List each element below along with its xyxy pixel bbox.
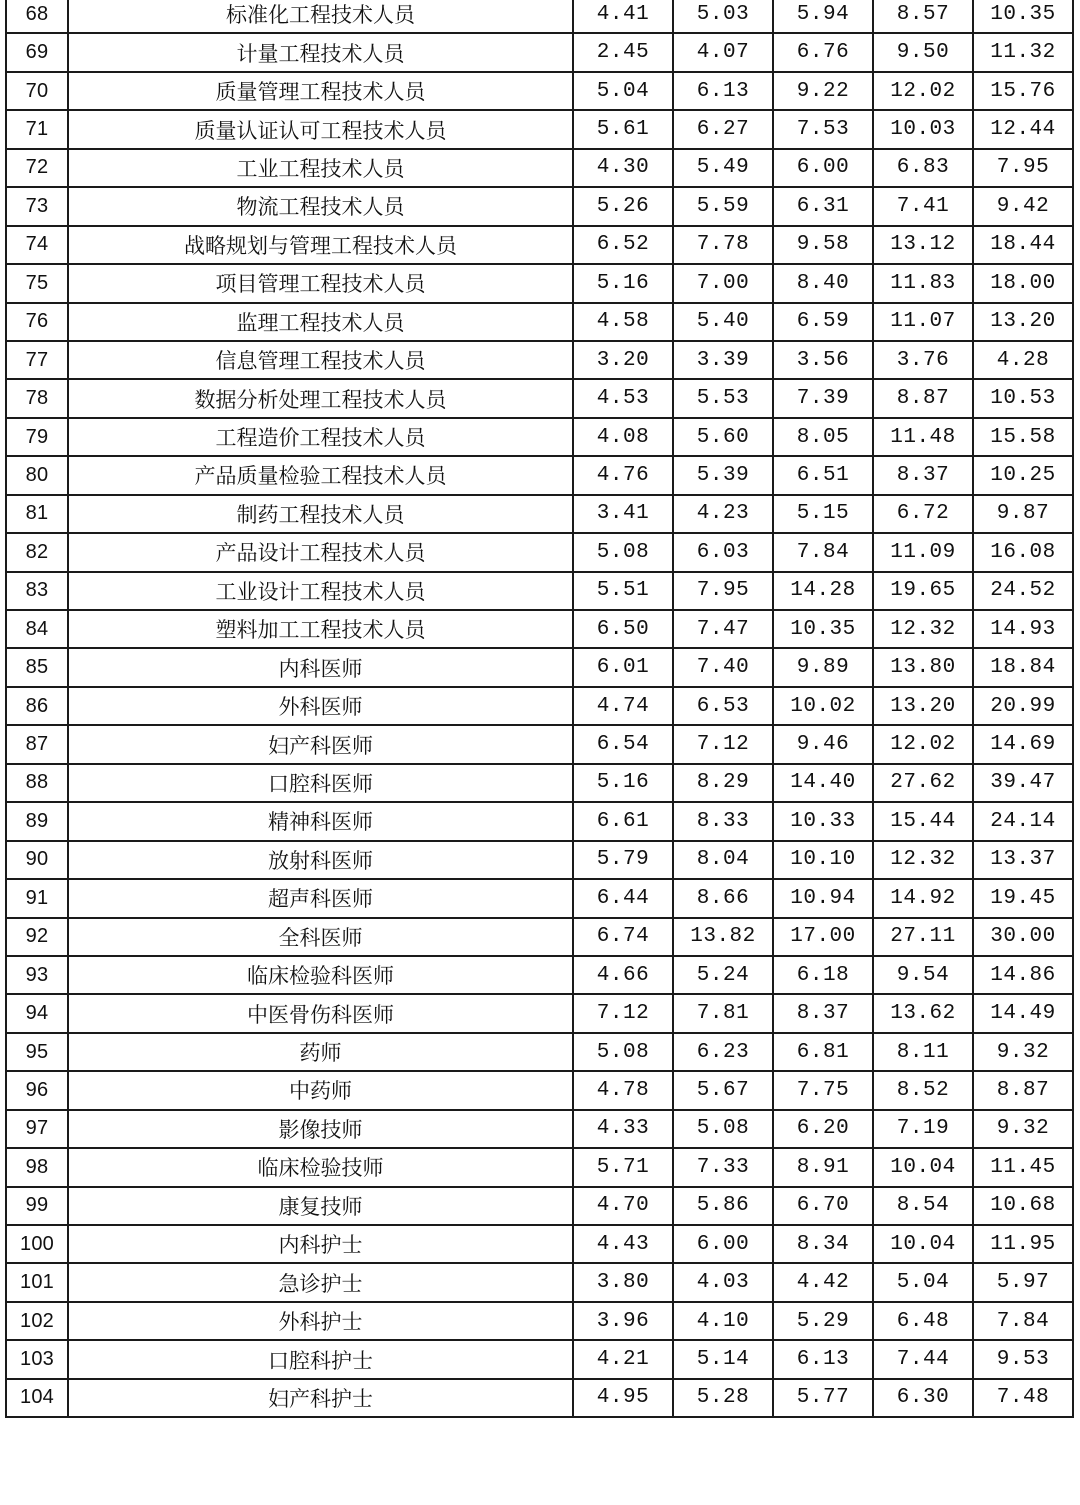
value-col-4-cell: 11.07 (873, 303, 973, 341)
value-col-2-cell: 5.28 (673, 1379, 773, 1417)
table-row (6, 418, 1073, 456)
row-number-cell: 75 (6, 264, 68, 302)
occupation-name-cell: 数据分析处理工程技术人员 (68, 379, 573, 417)
value-col-3-cell: 8.91 (773, 1148, 873, 1186)
value-col-1-cell: 5.79 (573, 841, 673, 879)
value-col-4-cell: 8.52 (873, 1071, 973, 1109)
value-col-5-cell: 14.86 (973, 956, 1073, 994)
value-col-2-cell: 7.12 (673, 725, 773, 763)
row-number-cell: 84 (6, 610, 68, 648)
value-col-4-cell: 3.76 (873, 341, 973, 379)
value-col-2-cell: 5.49 (673, 149, 773, 187)
occupation-name-cell: 急诊护士 (68, 1263, 573, 1301)
row-number-cell: 89 (6, 802, 68, 840)
value-col-1-cell: 5.51 (573, 572, 673, 610)
value-col-4-cell: 8.57 (873, 0, 973, 33)
occupation-name-cell: 精神科医师 (68, 802, 573, 840)
value-col-1-cell: 4.76 (573, 456, 673, 494)
row-number-cell: 95 (6, 1033, 68, 1071)
value-col-2-cell: 4.10 (673, 1302, 773, 1340)
value-col-3-cell: 8.34 (773, 1225, 873, 1263)
value-col-2-cell: 6.13 (673, 72, 773, 110)
value-col-2-cell: 5.03 (673, 0, 773, 33)
occupation-name-cell: 工业工程技术人员 (68, 149, 573, 187)
occupation-name-cell: 工业设计工程技术人员 (68, 572, 573, 610)
occupation-name-cell: 中药师 (68, 1071, 573, 1109)
table-row (6, 149, 1073, 187)
value-col-1-cell: 6.44 (573, 879, 673, 917)
value-col-1-cell: 6.52 (573, 226, 673, 264)
value-col-5-cell: 11.45 (973, 1148, 1073, 1186)
value-col-5-cell: 4.28 (973, 341, 1073, 379)
table-row (6, 879, 1073, 917)
value-col-5-cell: 16.08 (973, 533, 1073, 571)
table-row (6, 533, 1073, 571)
value-col-5-cell: 14.93 (973, 610, 1073, 648)
value-col-4-cell: 10.04 (873, 1148, 973, 1186)
table-row (6, 379, 1073, 417)
row-number-cell: 80 (6, 456, 68, 494)
value-col-3-cell: 6.00 (773, 149, 873, 187)
value-col-3-cell: 10.35 (773, 610, 873, 648)
table-row (6, 1302, 1073, 1340)
value-col-1-cell: 5.08 (573, 533, 673, 571)
value-col-3-cell: 3.56 (773, 341, 873, 379)
value-col-2-cell: 5.39 (673, 456, 773, 494)
value-col-5-cell: 10.25 (973, 456, 1073, 494)
value-col-3-cell: 5.15 (773, 495, 873, 533)
table-row (6, 610, 1073, 648)
value-col-3-cell: 10.10 (773, 841, 873, 879)
row-number-cell: 83 (6, 572, 68, 610)
value-col-1-cell: 5.26 (573, 187, 673, 225)
occupation-name-cell: 质量管理工程技术人员 (68, 72, 573, 110)
value-col-1-cell: 5.04 (573, 72, 673, 110)
occupation-name-cell: 康复技师 (68, 1187, 573, 1225)
value-col-3-cell: 14.28 (773, 572, 873, 610)
value-col-5-cell: 10.53 (973, 379, 1073, 417)
value-col-5-cell: 11.95 (973, 1225, 1073, 1263)
value-col-2-cell: 5.08 (673, 1110, 773, 1148)
row-number-cell: 92 (6, 918, 68, 956)
value-col-2-cell: 5.14 (673, 1340, 773, 1378)
table-row (6, 687, 1073, 725)
value-col-4-cell: 6.30 (873, 1379, 973, 1417)
value-col-2-cell: 4.03 (673, 1263, 773, 1301)
value-col-3-cell: 8.40 (773, 264, 873, 302)
row-number-cell: 86 (6, 687, 68, 725)
value-col-3-cell: 6.76 (773, 33, 873, 71)
row-number-cell: 100 (6, 1225, 68, 1263)
value-col-3-cell: 7.84 (773, 533, 873, 571)
value-col-4-cell: 13.62 (873, 994, 973, 1032)
value-col-2-cell: 5.40 (673, 303, 773, 341)
value-col-1-cell: 4.66 (573, 956, 673, 994)
value-col-2-cell: 7.33 (673, 1148, 773, 1186)
table-row (6, 1340, 1073, 1378)
value-col-3-cell: 14.40 (773, 764, 873, 802)
value-col-3-cell: 7.75 (773, 1071, 873, 1109)
value-col-3-cell: 8.37 (773, 994, 873, 1032)
value-col-5-cell: 13.20 (973, 303, 1073, 341)
value-col-5-cell: 19.45 (973, 879, 1073, 917)
row-number-cell: 78 (6, 379, 68, 417)
table-row (6, 1071, 1073, 1109)
occupation-name-cell: 物流工程技术人员 (68, 187, 573, 225)
value-col-1-cell: 3.41 (573, 495, 673, 533)
salary-table (5, 0, 1074, 1418)
value-col-3-cell: 5.77 (773, 1379, 873, 1417)
value-col-4-cell: 13.12 (873, 226, 973, 264)
value-col-1-cell: 3.20 (573, 341, 673, 379)
occupation-name-cell: 质量认证认可工程技术人员 (68, 110, 573, 148)
table-row (6, 648, 1073, 686)
value-col-5-cell: 18.84 (973, 648, 1073, 686)
value-col-1-cell: 5.08 (573, 1033, 673, 1071)
row-number-cell: 85 (6, 648, 68, 686)
value-col-2-cell: 6.03 (673, 533, 773, 571)
table-row (6, 725, 1073, 763)
row-number-cell: 70 (6, 72, 68, 110)
value-col-3-cell: 5.94 (773, 0, 873, 33)
value-col-1-cell: 4.43 (573, 1225, 673, 1263)
table-row (6, 1148, 1073, 1186)
table-row (6, 1263, 1073, 1301)
value-col-1-cell: 3.96 (573, 1302, 673, 1340)
value-col-4-cell: 8.87 (873, 379, 973, 417)
value-col-5-cell: 11.32 (973, 33, 1073, 71)
value-col-3-cell: 7.39 (773, 379, 873, 417)
value-col-3-cell: 4.42 (773, 1263, 873, 1301)
value-col-2-cell: 8.29 (673, 764, 773, 802)
value-col-4-cell: 10.04 (873, 1225, 973, 1263)
value-col-2-cell: 7.81 (673, 994, 773, 1032)
occupation-name-cell: 塑料加工工程技术人员 (68, 610, 573, 648)
occupation-name-cell: 口腔科护士 (68, 1340, 573, 1378)
table-row (6, 1379, 1073, 1417)
occupation-name-cell: 标准化工程技术人员 (68, 0, 573, 33)
table-row (6, 572, 1073, 610)
value-col-4-cell: 7.19 (873, 1110, 973, 1148)
value-col-4-cell: 11.83 (873, 264, 973, 302)
occupation-name-cell: 药师 (68, 1033, 573, 1071)
value-col-5-cell: 5.97 (973, 1263, 1073, 1301)
row-number-cell: 94 (6, 994, 68, 1032)
value-col-2-cell: 5.53 (673, 379, 773, 417)
table-row (6, 994, 1073, 1032)
value-col-2-cell: 4.23 (673, 495, 773, 533)
value-col-3-cell: 9.22 (773, 72, 873, 110)
value-col-5-cell: 20.99 (973, 687, 1073, 725)
value-col-2-cell: 7.78 (673, 226, 773, 264)
value-col-1-cell: 4.30 (573, 149, 673, 187)
value-col-4-cell: 8.37 (873, 456, 973, 494)
value-col-5-cell: 15.58 (973, 418, 1073, 456)
value-col-3-cell: 6.70 (773, 1187, 873, 1225)
occupation-name-cell: 放射科医师 (68, 841, 573, 879)
row-number-cell: 101 (6, 1263, 68, 1301)
value-col-5-cell: 9.87 (973, 495, 1073, 533)
value-col-2-cell: 7.95 (673, 572, 773, 610)
table-row (6, 341, 1073, 379)
row-number-cell: 81 (6, 495, 68, 533)
table-row (6, 1033, 1073, 1071)
occupation-name-cell: 超声科医师 (68, 879, 573, 917)
value-col-2-cell: 3.39 (673, 341, 773, 379)
value-col-2-cell: 6.27 (673, 110, 773, 148)
occupation-name-cell: 计量工程技术人员 (68, 33, 573, 71)
salary-table-page (5, 0, 1072, 1418)
table-row (6, 802, 1073, 840)
table-row (6, 1110, 1073, 1148)
value-col-4-cell: 13.20 (873, 687, 973, 725)
value-col-4-cell: 6.83 (873, 149, 973, 187)
value-col-3-cell: 9.89 (773, 648, 873, 686)
table-row (6, 1187, 1073, 1225)
value-col-1-cell: 4.58 (573, 303, 673, 341)
table-row (6, 841, 1073, 879)
row-number-cell: 71 (6, 110, 68, 148)
value-col-3-cell: 10.33 (773, 802, 873, 840)
value-col-3-cell: 6.59 (773, 303, 873, 341)
value-col-1-cell: 5.16 (573, 764, 673, 802)
value-col-5-cell: 9.42 (973, 187, 1073, 225)
value-col-2-cell: 6.23 (673, 1033, 773, 1071)
value-col-4-cell: 11.48 (873, 418, 973, 456)
table-row (6, 264, 1073, 302)
occupation-name-cell: 项目管理工程技术人员 (68, 264, 573, 302)
value-col-2-cell: 7.40 (673, 648, 773, 686)
value-col-4-cell: 6.72 (873, 495, 973, 533)
row-number-cell: 98 (6, 1148, 68, 1186)
occupation-name-cell: 口腔科医师 (68, 764, 573, 802)
value-col-1-cell: 4.70 (573, 1187, 673, 1225)
value-col-1-cell: 4.41 (573, 0, 673, 33)
value-col-5-cell: 9.53 (973, 1340, 1073, 1378)
table-row (6, 764, 1073, 802)
table-body (6, 0, 1073, 1417)
row-number-cell: 93 (6, 956, 68, 994)
row-number-cell: 88 (6, 764, 68, 802)
value-col-2-cell: 7.00 (673, 264, 773, 302)
value-col-4-cell: 9.54 (873, 956, 973, 994)
value-col-5-cell: 12.44 (973, 110, 1073, 148)
value-col-2-cell: 13.82 (673, 918, 773, 956)
occupation-name-cell: 战略规划与管理工程技术人员 (68, 226, 573, 264)
row-number-cell: 97 (6, 1110, 68, 1148)
row-number-cell: 68 (6, 0, 68, 33)
value-col-2-cell: 8.66 (673, 879, 773, 917)
value-col-3-cell: 17.00 (773, 918, 873, 956)
value-col-4-cell: 12.32 (873, 610, 973, 648)
table-row (6, 303, 1073, 341)
value-col-4-cell: 15.44 (873, 802, 973, 840)
value-col-4-cell: 13.80 (873, 648, 973, 686)
value-col-4-cell: 5.04 (873, 1263, 973, 1301)
value-col-4-cell: 7.41 (873, 187, 973, 225)
value-col-3-cell: 6.18 (773, 956, 873, 994)
value-col-3-cell: 10.94 (773, 879, 873, 917)
value-col-3-cell: 6.81 (773, 1033, 873, 1071)
table-row (6, 33, 1073, 71)
value-col-4-cell: 27.62 (873, 764, 973, 802)
row-number-cell: 90 (6, 841, 68, 879)
value-col-3-cell: 10.02 (773, 687, 873, 725)
value-col-2-cell: 7.47 (673, 610, 773, 648)
table-row (6, 1225, 1073, 1263)
value-col-4-cell: 7.44 (873, 1340, 973, 1378)
occupation-name-cell: 影像技师 (68, 1110, 573, 1148)
value-col-4-cell: 11.09 (873, 533, 973, 571)
value-col-2-cell: 5.86 (673, 1187, 773, 1225)
value-col-4-cell: 8.11 (873, 1033, 973, 1071)
value-col-5-cell: 18.00 (973, 264, 1073, 302)
row-number-cell: 96 (6, 1071, 68, 1109)
value-col-5-cell: 18.44 (973, 226, 1073, 264)
value-col-5-cell: 14.49 (973, 994, 1073, 1032)
value-col-1-cell: 5.71 (573, 1148, 673, 1186)
value-col-1-cell: 4.95 (573, 1379, 673, 1417)
value-col-1-cell: 2.45 (573, 33, 673, 71)
table-row (6, 956, 1073, 994)
occupation-name-cell: 妇产科医师 (68, 725, 573, 763)
value-col-1-cell: 4.78 (573, 1071, 673, 1109)
table-row (6, 72, 1073, 110)
row-number-cell: 73 (6, 187, 68, 225)
occupation-name-cell: 内科护士 (68, 1225, 573, 1263)
value-col-1-cell: 6.01 (573, 648, 673, 686)
value-col-1-cell: 4.74 (573, 687, 673, 725)
occupation-name-cell: 外科护士 (68, 1302, 573, 1340)
value-col-1-cell: 4.21 (573, 1340, 673, 1378)
table-row (6, 495, 1073, 533)
row-number-cell: 104 (6, 1379, 68, 1417)
value-col-2-cell: 8.33 (673, 802, 773, 840)
value-col-5-cell: 24.52 (973, 572, 1073, 610)
value-col-2-cell: 5.59 (673, 187, 773, 225)
value-col-5-cell: 15.76 (973, 72, 1073, 110)
occupation-name-cell: 信息管理工程技术人员 (68, 341, 573, 379)
value-col-5-cell: 30.00 (973, 918, 1073, 956)
value-col-3-cell: 5.29 (773, 1302, 873, 1340)
row-number-cell: 87 (6, 725, 68, 763)
value-col-5-cell: 7.95 (973, 149, 1073, 187)
value-col-5-cell: 14.69 (973, 725, 1073, 763)
value-col-1-cell: 6.54 (573, 725, 673, 763)
row-number-cell: 99 (6, 1187, 68, 1225)
value-col-1-cell: 5.16 (573, 264, 673, 302)
occupation-name-cell: 监理工程技术人员 (68, 303, 573, 341)
value-col-3-cell: 6.13 (773, 1340, 873, 1378)
value-col-5-cell: 10.35 (973, 0, 1073, 33)
value-col-3-cell: 7.53 (773, 110, 873, 148)
value-col-4-cell: 12.02 (873, 725, 973, 763)
value-col-5-cell: 13.37 (973, 841, 1073, 879)
value-col-5-cell: 10.68 (973, 1187, 1073, 1225)
value-col-4-cell: 19.65 (873, 572, 973, 610)
occupation-name-cell: 产品设计工程技术人员 (68, 533, 573, 571)
value-col-2-cell: 5.24 (673, 956, 773, 994)
value-col-4-cell: 12.02 (873, 72, 973, 110)
value-col-5-cell: 7.48 (973, 1379, 1073, 1417)
value-col-4-cell: 27.11 (873, 918, 973, 956)
table-row (6, 0, 1073, 33)
occupation-name-cell: 全科医师 (68, 918, 573, 956)
value-col-3-cell: 9.46 (773, 725, 873, 763)
value-col-3-cell: 9.58 (773, 226, 873, 264)
value-col-1-cell: 6.50 (573, 610, 673, 648)
value-col-5-cell: 9.32 (973, 1110, 1073, 1148)
value-col-1-cell: 3.80 (573, 1263, 673, 1301)
table-row (6, 456, 1073, 494)
value-col-4-cell: 9.50 (873, 33, 973, 71)
value-col-1-cell: 6.74 (573, 918, 673, 956)
table-row (6, 187, 1073, 225)
occupation-name-cell: 临床检验技师 (68, 1148, 573, 1186)
row-number-cell: 103 (6, 1340, 68, 1378)
occupation-name-cell: 临床检验科医师 (68, 956, 573, 994)
value-col-4-cell: 6.48 (873, 1302, 973, 1340)
table-row (6, 918, 1073, 956)
row-number-cell: 76 (6, 303, 68, 341)
row-number-cell: 102 (6, 1302, 68, 1340)
occupation-name-cell: 工程造价工程技术人员 (68, 418, 573, 456)
row-number-cell: 82 (6, 533, 68, 571)
occupation-name-cell: 外科医师 (68, 687, 573, 725)
value-col-2-cell: 5.67 (673, 1071, 773, 1109)
value-col-2-cell: 4.07 (673, 33, 773, 71)
value-col-1-cell: 6.61 (573, 802, 673, 840)
row-number-cell: 77 (6, 341, 68, 379)
value-col-2-cell: 5.60 (673, 418, 773, 456)
value-col-3-cell: 6.31 (773, 187, 873, 225)
row-number-cell: 91 (6, 879, 68, 917)
value-col-3-cell: 6.51 (773, 456, 873, 494)
value-col-3-cell: 8.05 (773, 418, 873, 456)
value-col-1-cell: 4.33 (573, 1110, 673, 1148)
table-row (6, 226, 1073, 264)
row-number-cell: 69 (6, 33, 68, 71)
value-col-1-cell: 4.08 (573, 418, 673, 456)
occupation-name-cell: 制药工程技术人员 (68, 495, 573, 533)
row-number-cell: 74 (6, 226, 68, 264)
value-col-4-cell: 12.32 (873, 841, 973, 879)
value-col-5-cell: 39.47 (973, 764, 1073, 802)
occupation-name-cell: 妇产科护士 (68, 1379, 573, 1417)
value-col-2-cell: 8.04 (673, 841, 773, 879)
value-col-5-cell: 24.14 (973, 802, 1073, 840)
value-col-2-cell: 6.00 (673, 1225, 773, 1263)
value-col-4-cell: 10.03 (873, 110, 973, 148)
value-col-1-cell: 7.12 (573, 994, 673, 1032)
value-col-2-cell: 6.53 (673, 687, 773, 725)
row-number-cell: 79 (6, 418, 68, 456)
table-row (6, 110, 1073, 148)
occupation-name-cell: 中医骨伤科医师 (68, 994, 573, 1032)
value-col-1-cell: 4.53 (573, 379, 673, 417)
occupation-name-cell: 产品质量检验工程技术人员 (68, 456, 573, 494)
value-col-1-cell: 5.61 (573, 110, 673, 148)
row-number-cell: 72 (6, 149, 68, 187)
value-col-4-cell: 14.92 (873, 879, 973, 917)
occupation-name-cell: 内科医师 (68, 648, 573, 686)
value-col-5-cell: 8.87 (973, 1071, 1073, 1109)
value-col-5-cell: 9.32 (973, 1033, 1073, 1071)
value-col-3-cell: 6.20 (773, 1110, 873, 1148)
value-col-5-cell: 7.84 (973, 1302, 1073, 1340)
value-col-4-cell: 8.54 (873, 1187, 973, 1225)
